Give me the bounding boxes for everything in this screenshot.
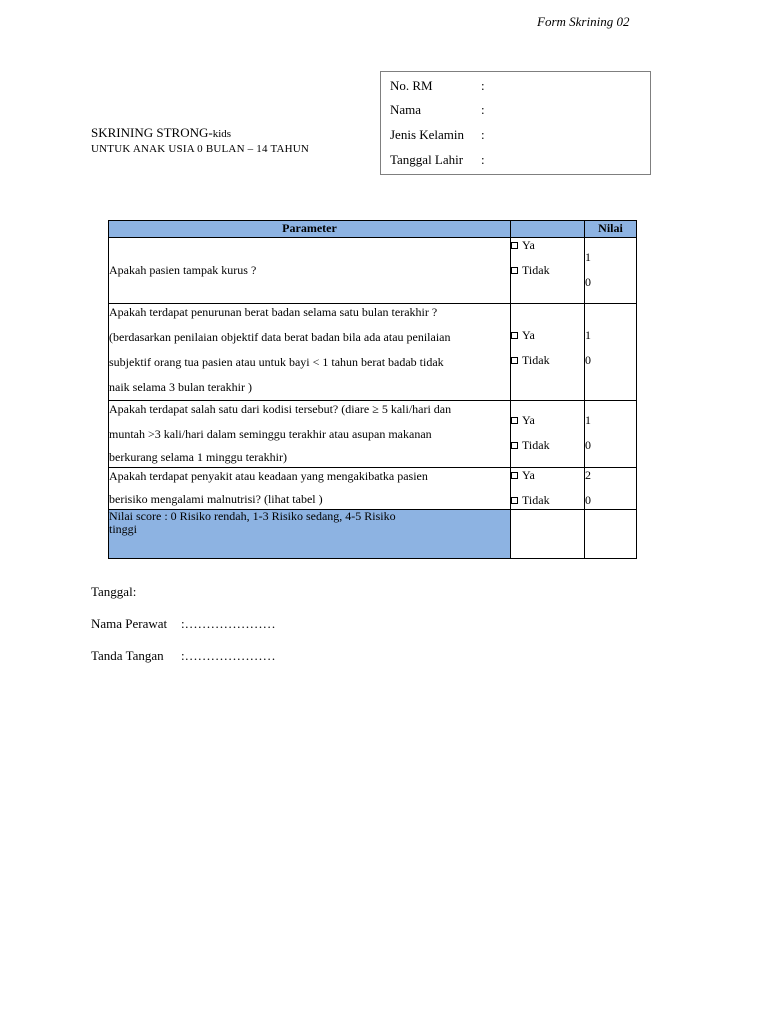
checkbox-icon[interactable] <box>511 472 518 479</box>
option-label: Ya <box>522 238 535 252</box>
checkbox-icon[interactable] <box>511 357 518 364</box>
id-colon: : <box>481 102 485 117</box>
table-row <box>109 238 637 304</box>
tanggal-label: Tanggal <box>91 584 133 599</box>
table-row <box>109 401 637 468</box>
value-tidak: 0 <box>585 438 591 452</box>
option-ya[interactable] <box>511 238 535 253</box>
value-ya: 1 <box>585 250 591 264</box>
value-cell <box>585 401 637 468</box>
option-tidak[interactable] <box>511 353 550 368</box>
nama-perawat-label: Nama Perawat <box>91 616 168 631</box>
score-legend-line: tinggi <box>109 522 138 536</box>
option-label: Tidak <box>522 263 550 277</box>
checkbox-icon[interactable] <box>511 417 518 424</box>
id-label-no-rm: No. RM <box>390 78 433 93</box>
form-code: Form Skrining 02 <box>537 14 630 29</box>
score-total-cell <box>585 510 637 559</box>
title-kids: kids <box>212 128 232 140</box>
patient-identity-box <box>380 71 651 175</box>
footer-nama-perawat <box>91 616 276 632</box>
id-row-no-rm <box>390 78 485 94</box>
checkbox-icon[interactable] <box>511 442 518 449</box>
value-ya: 1 <box>585 328 591 342</box>
value-tidak: 0 <box>585 275 591 289</box>
question-line: Apakah terdapat salah satu dari kodisi tersebut? (diare ≥ 5 kali/hari dan <box>109 402 452 416</box>
id-colon: : <box>481 127 485 142</box>
footer-tanggal <box>91 584 136 600</box>
option-tidak[interactable] <box>511 263 550 278</box>
options-cell <box>511 238 585 304</box>
option-label: Ya <box>522 413 535 427</box>
tanggal-colon: : <box>132 584 137 599</box>
id-label-jenis-kelamin: Jenis Kelamin <box>390 127 465 142</box>
question-line: Apakah terdapat penurunan berat badan selama satu bulan terakhir ? <box>109 305 438 319</box>
tanda-tangan-field: :………………… <box>181 648 276 663</box>
table-header-row <box>109 221 637 238</box>
tanda-tangan-label: Tanda Tangan <box>91 648 164 663</box>
option-label: Ya <box>522 328 535 342</box>
options-cell <box>511 468 585 510</box>
value-cell <box>585 238 637 304</box>
question-line: berisiko mengalami malnutrisi? (lihat tabel ) <box>109 492 323 506</box>
option-ya[interactable] <box>511 468 535 483</box>
question-line: subjektif orang tua pasien atau untuk bayi < 1 tahun berat badab tidak <box>109 355 444 369</box>
screening-table <box>108 220 637 559</box>
question-line: berkurang selama 1 minggu terakhir) <box>109 450 287 464</box>
options-cell <box>511 304 585 401</box>
question-cell <box>109 468 511 510</box>
table-row <box>109 304 637 401</box>
title-subtitle: UNTUK ANAK USIA 0 BULAN – 14 TAHUN <box>91 143 310 155</box>
score-legend-row <box>109 510 637 559</box>
option-label: Tidak <box>522 493 550 507</box>
id-label-tanggal-lahir: Tanggal Lahir <box>390 152 464 167</box>
id-row-tanggal-lahir <box>390 152 485 168</box>
title-main <box>91 125 309 142</box>
score-legend-line: Nilai score : 0 Risiko rendah, 1-3 Risiko sedang, 4-5 Risiko <box>109 509 396 523</box>
value-tidak: 0 <box>585 353 591 367</box>
screening-table-wrapper <box>108 220 637 559</box>
id-row-jenis-kelamin <box>390 127 485 143</box>
question-cell <box>109 401 511 468</box>
nama-perawat-field: :………………… <box>181 616 276 631</box>
value-tidak: 0 <box>585 493 591 507</box>
checkbox-icon[interactable] <box>511 242 518 249</box>
option-label: Tidak <box>522 438 550 452</box>
value-ya: 1 <box>585 413 591 427</box>
id-colon: : <box>481 152 485 167</box>
question-line: Apakah pasien tampak kurus ? <box>109 263 257 277</box>
form-title <box>91 125 309 157</box>
id-row-nama <box>390 102 485 118</box>
table-row <box>109 468 637 510</box>
value-cell <box>585 468 637 510</box>
option-label: Tidak <box>522 353 550 367</box>
question-line: naik selama 3 bulan terakhir ) <box>109 380 252 394</box>
question-line: (berdasarkan penilaian objektif data berat badan bila ada atau penilaian <box>109 330 451 344</box>
checkbox-icon[interactable] <box>511 497 518 504</box>
option-ya[interactable] <box>511 328 535 343</box>
options-cell <box>511 401 585 468</box>
id-colon: : <box>481 78 485 93</box>
option-tidak[interactable] <box>511 438 550 453</box>
question-cell <box>109 304 511 401</box>
checkbox-icon[interactable] <box>511 267 518 274</box>
footer-tanda-tangan <box>91 648 276 664</box>
option-ya[interactable] <box>511 413 535 428</box>
value-ya: 2 <box>585 468 591 482</box>
id-label-nama: Nama <box>390 102 422 117</box>
question-line: muntah >3 kali/hari dalam seminggu terakhir atau asupan makanan <box>109 427 432 441</box>
score-legend-cell <box>109 510 511 559</box>
title-main-text: SKRINING STRONG- <box>91 125 213 140</box>
header-options <box>511 221 585 238</box>
checkbox-icon[interactable] <box>511 332 518 339</box>
score-empty-cell <box>511 510 585 559</box>
header-nilai: Nilai <box>585 221 637 238</box>
header-parameter: Parameter <box>109 221 511 238</box>
question-line: Apakah terdapat penyakit atau keadaan yang mengakibatka pasien <box>109 469 428 483</box>
question-cell <box>109 238 511 304</box>
option-label: Ya <box>522 468 535 482</box>
value-cell <box>585 304 637 401</box>
option-tidak[interactable] <box>511 493 550 508</box>
